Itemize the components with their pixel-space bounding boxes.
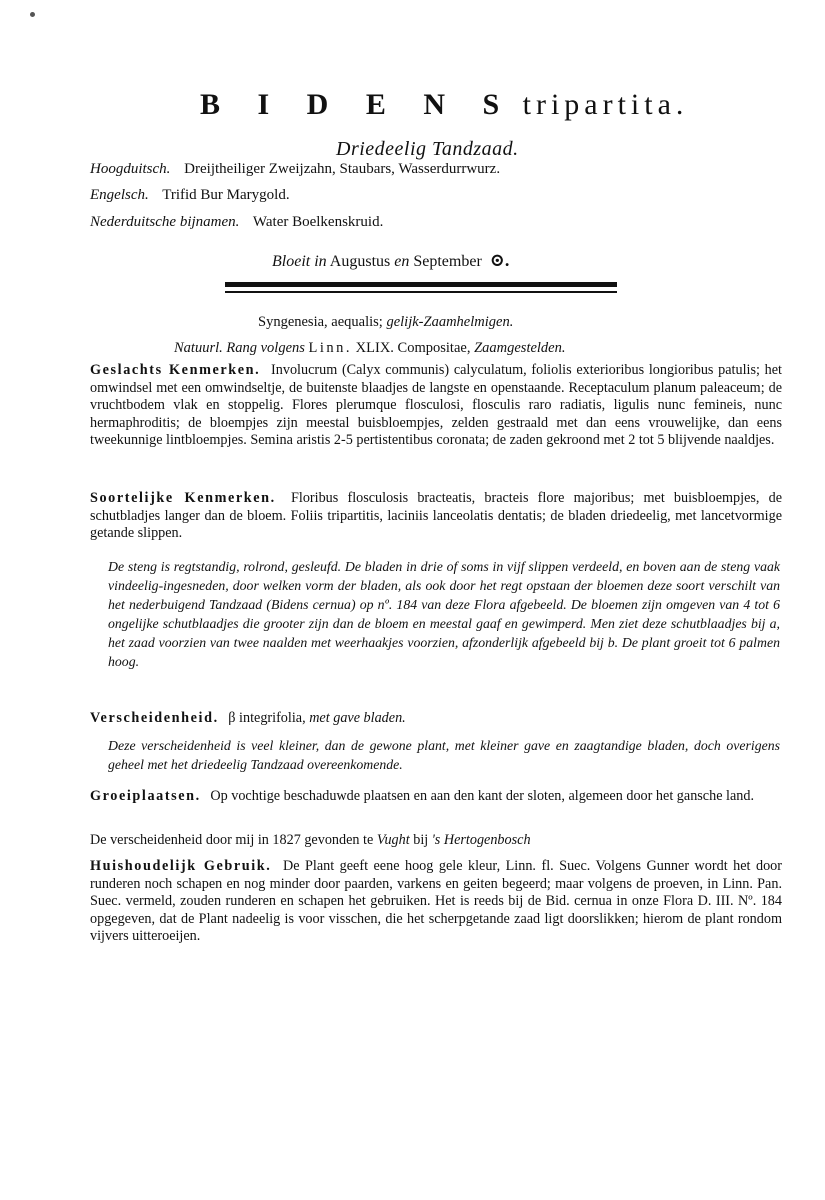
rank-dutch: Zaamgestelden. <box>474 340 566 356</box>
english-text: Trifid Bur Marygold. <box>162 187 290 203</box>
linnaean-class <box>258 314 513 331</box>
english-names <box>90 187 290 204</box>
title-species: tripartita. <box>522 88 689 121</box>
dutch-vernacular-names <box>90 214 383 231</box>
habitat <box>90 788 782 806</box>
divider-thick <box>225 282 617 287</box>
dutch-vernacular-label: Nederduitsche bijnamen. <box>90 214 240 230</box>
rank-label: Natuurl. Rang volgens <box>174 340 305 356</box>
variety-description: Deze verscheidenheid is veel kleiner, dan de gewone plant, met kleiner gave en zaagtandige bladen, doch overigens geheel met het driedeelig Tandzaad overeenkomende. <box>108 738 780 772</box>
flowering-period <box>272 250 509 271</box>
genus-characters <box>90 362 782 450</box>
found-text-1: De verscheidenheid door mij in 1827 gevonden te <box>90 832 374 848</box>
german-names <box>90 161 500 178</box>
english-label: Engelsch. <box>90 187 149 203</box>
variety-dutch: met gave bladen. <box>309 710 406 726</box>
bloom-en: en <box>394 253 410 270</box>
rank-linn: Linn. <box>308 340 353 356</box>
german-text: Dreijtheiliger Zweijzahn, Staubars, Wasserdurrwurz. <box>184 161 501 177</box>
bloom-month-1: Augustus <box>329 253 391 270</box>
divider-thin <box>225 291 617 293</box>
annual-symbol: ⊙. <box>489 250 510 270</box>
page-title <box>200 88 689 122</box>
variety-latin: integrifolia, <box>239 710 306 726</box>
economic-use-heading: Huishoudelijk Gebruik. <box>90 858 272 874</box>
variety <box>90 710 782 728</box>
class-dutch: gelijk-Zaamhelmigen. <box>386 314 514 330</box>
title-genus: B I D E N S <box>200 88 515 121</box>
variety-found-note <box>90 832 782 850</box>
natural-rank <box>174 340 566 357</box>
variety-heading: Verscheidenheid. <box>90 710 219 726</box>
found-place-1: Vught <box>376 832 410 848</box>
habitat-text: Op vochtige beschaduwde plaatsen en aan den kant der sloten, algemeen door het gansche land. <box>210 788 755 804</box>
class-latin: Syngenesia, aequalis; <box>258 314 383 330</box>
ink-speck <box>30 12 35 17</box>
bloom-month-2: September <box>413 253 482 270</box>
stem-description: De steng is regtstandig, rolrond, gesleufd. De bladen in drie of soms in vijf slippen verdeeld, en boven aan de steng vaak vindeelig-ingesneden, door welken vorm der bladen, als ook door het regt opstaan der bloemen deze soort verschilt van het nederbuigend Tandzaad (Bidens cernua) op nº. 184 van deze Flora afgebeeld. De bloemen zijn omgeven van 4 tot 6 ongelijke schutblaadjes die grooter zijn dan de bloem en meestal gaaf en gewimperd. Men ziet deze schutblaadjes bij a, het zaad voorzien van twee naalden met weerhaakjes voorzien, afzonderlijk afgebeeld bij b. De plant groeit tot 6 palmen hoog. <box>108 559 780 669</box>
genus-characters-heading: Geslachts Kenmerken. <box>90 362 261 378</box>
species-characters <box>90 490 782 543</box>
german-label: Hoogduitsch. <box>90 161 171 177</box>
genus-characters-text: Involucrum (Calyx communis) calyculatum, foliolis exterioribus longioribus patulis; het omwindsel met een omwindseltje, de buitenste blaadjes de langste en openstaande. Receptaculum planum paleaceum; de vruchtbodem vlak en stoppelig. Flores plerumque flosculosi, flosculis raro radiatis, ligulis nunc femineis, nunc hermaphroditis; de bloempjes zijn meestal buisbloempjes, zelden gestraald met dan eens vrouwelijke, dan eens tweekunnige lintbloempjes. Semina aristis 2-5 pertistentibus coronata; de zaden gekroond met 2 tot 5 blijvende naaldjes. <box>90 362 782 449</box>
economic-use <box>90 858 782 946</box>
species-characters-text: Floribus flosculosis bracteatis, bracteis flore majoribus; met buisbloempjes, de schutbladjes langer dan de bloem. Foliis tripartitis, laciniis lanceolatis dentatis; de bladen driedeelig, met lancetvormige getande slippen. <box>90 490 783 542</box>
found-text-2: bij <box>413 832 429 848</box>
variety-symbol: β <box>228 710 236 726</box>
dutch-name: Driedeelig Tandzaad. <box>336 138 519 160</box>
economic-use-text: De Plant geeft eene hoog gele kleur, Linn. fl. Suec. Volgens Gunner wordt het door runderen noch schapen en nog minder door paarden, varkens en geiten begeerd; maar volgens de proeven, in Linn. Pan. Suec. vermeld, zouden runderen en schapen het gebruiken. Het is reeds bij de Bid. cernua in onze Flora D. III. Nº. 184 opgegeven, dat de Plant nadeelig is voor visschen, die het scherpgetande zaad ligt doorslikken; hierom de plant rondom vijvers uitteroeijen. <box>90 858 782 945</box>
found-place-2: 's Hertogenbosch <box>431 832 531 848</box>
bloom-prefix: Bloeit in <box>272 253 327 270</box>
dutch-vernacular-text: Water Boelkenskruid. <box>252 214 384 230</box>
species-characters-heading: Soortelijke Kenmerken. <box>90 490 276 506</box>
habitat-heading: Groeiplaatsen. <box>90 788 201 804</box>
rank-rest: XLIX. Compositae, <box>355 340 471 356</box>
